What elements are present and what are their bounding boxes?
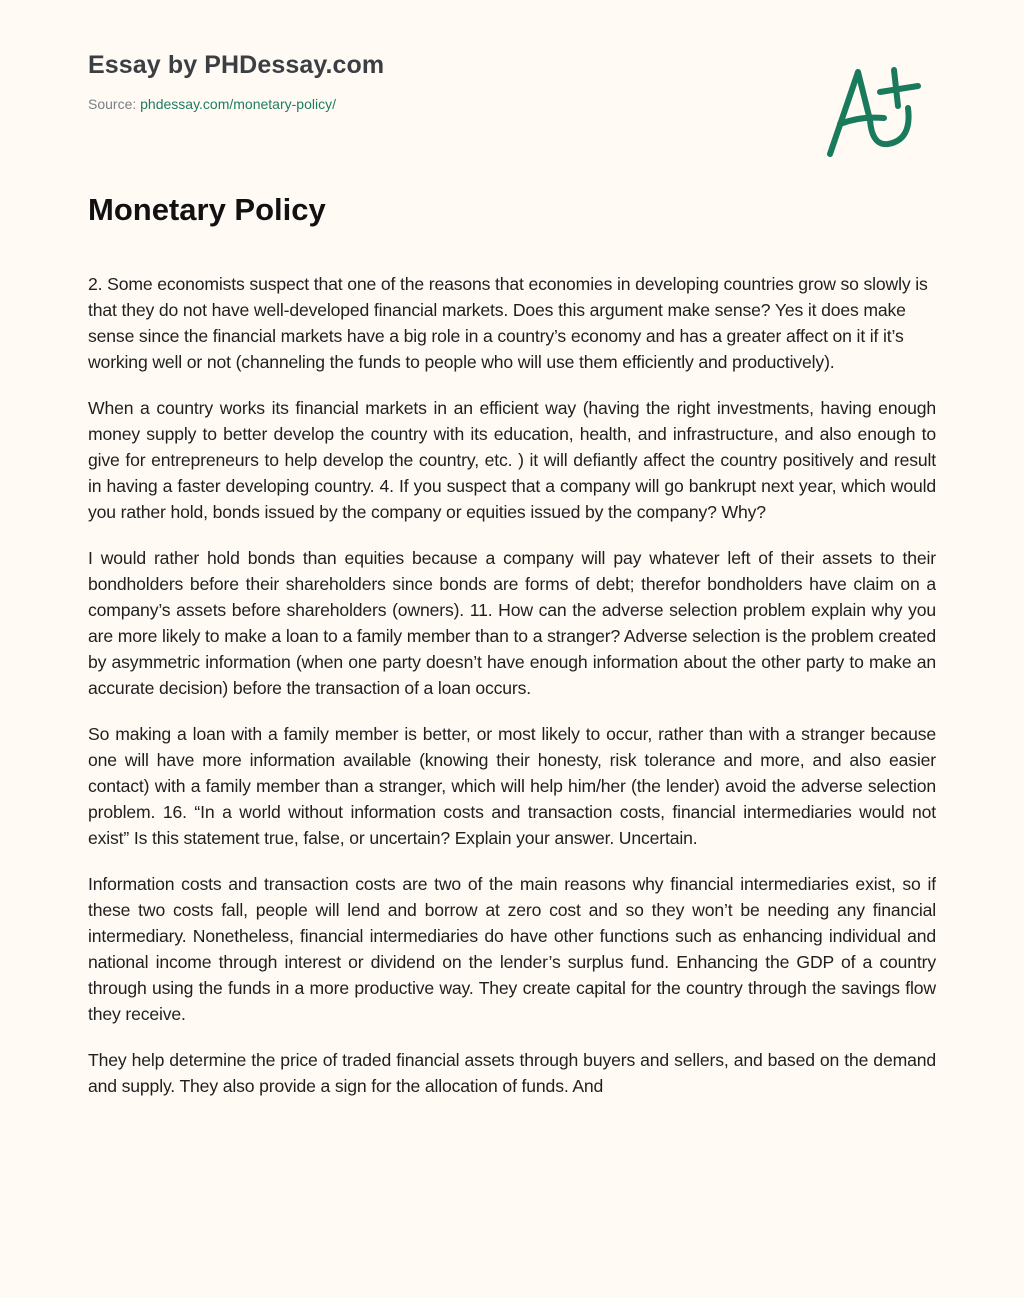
source-link[interactable]: phdessay.com/monetary-policy/ [140,96,336,112]
site-title: Essay by PHDessay.com [88,51,385,79]
essay-paragraph: I would rather hold bonds than equities because a company will pay whatever left of their assets to their bondholders before their shareholders since bonds are forms of debt; therefor bondholders have claim on a company’s assets before shareholders (owners). 11. How can the adverse selection problem explain why you are more likely to make a loan to a family member than to a stranger? Adverse selection is the problem created by asymmetric information (when one party doesn’t have enough information about the other party to make an accurate decision) before the transaction of a loan occurs. [88,548,936,698]
source-line [88,94,788,114]
page-title: Monetary Policy [88,192,326,227]
essay-paragraph: Information costs and transaction costs are two of the main reasons why financial intermediaries exist, so if these two costs fall, people will lend and borrow at zero cost and so they won’t be needing any financial intermediary. Nonetheless, financial intermediaries do have other functions such as enhancing individual and national income through interest or dividend on the lender’s surplus fund. Enhancing the GDP of a country through using the funds in a more productive way. They create capital for the country through the savings flow they receive. [88,874,936,1024]
site-header [88,48,788,114]
source-label: Source: [88,96,141,112]
essay-paragraph: 2. Some economists suspect that one of the reasons that economies in developing countries grow so slowly is that they do not have well-developed financial markets. Does this argument make sense? Yes it does make sense since the financial markets have a big role in a country’s economy and has a greater affect on it if it’s working well or not (channeling the funds to people who will use them efficiently and productively). [88,274,928,372]
essay-paragraph: So making a loan with a family member is better, or most likely to occur, rather than with a stranger because one will have more information available (knowing their honesty, risk tolerance and more, and also easier contact) with a family member than a stranger, which will help him/her (the lender) avoid the adverse selection problem. 16. “In a world without information costs and transaction costs, financial intermediaries would not exist” Is this statement true, false, or uncertain? Explain your answer. Uncertain. [88,724,936,848]
essay-paragraph: They help determine the price of traded financial assets through buyers and sellers, and based on the demand and supply. They also provide a sign for the allocation of funds. And [88,1050,936,1096]
a-plus-grade-icon [822,62,934,164]
essay-body [88,271,936,1250]
essay-paragraph: When a country works its financial markets in an efficient way (having the right investments, having enough money supply to better develop the country with its education, health, and infrastructure, and also enough to give for entrepreneurs to help develop the country, etc. ) it will defiantly affect the country positively and result in having a faster developing country. 4. If you suspect that a company will go bankrupt next year, which would you rather hold, bonds issued by the company or equities issued by the company? Why? [88,398,936,522]
